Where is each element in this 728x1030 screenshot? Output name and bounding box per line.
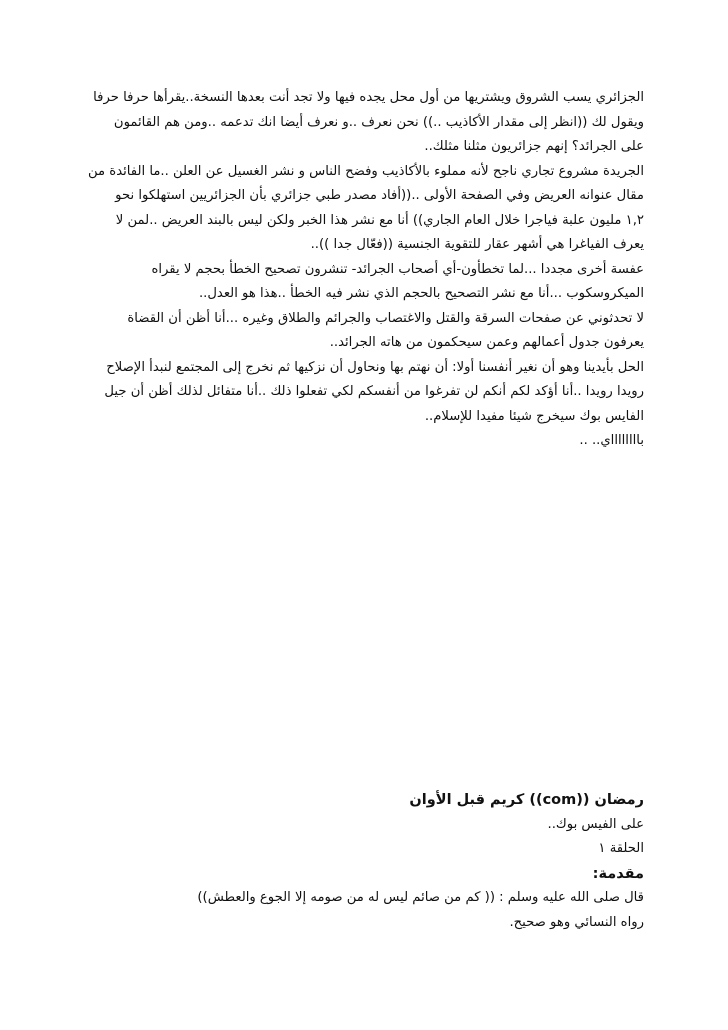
article-paragraph [84, 86, 644, 454]
text-line: الميكروسكوب ...أنا مع نشر التصحيح بالحجم الذي نشر فيه الخطأ ..هذا هو العدل.. [198, 286, 644, 301]
text-line: على الجرائد؟ إنهم جزائريون مثلنا مثلك.. [424, 139, 644, 154]
intro-heading: مقدمة: [592, 865, 644, 882]
text-line: الجريدة مشروع تجاري ناجح لأنه مملوء بالأكاذيب وفضح الناس و نشر الغسيل عن العلن ..ما الفائدة من [87, 163, 644, 179]
text-line: مقال عنوانه العريض وفي الصفحة الأولى ..((أفاد مصدر طبي جزائري بأن الجزائريين استهلكوا نحو [115, 188, 644, 203]
text-line: الفايس بوك سيخرج شيئا مفيدا للإسلام.. [424, 408, 644, 424]
text-line: ويقول لك ((انظر إلى مقدار الأكاذيب ..)) نحن نعرف ..و نعرف أيضا انك تدعمه ..ومن هم القائمون [113, 114, 644, 130]
text-line: بااااااااي.. .. [579, 433, 644, 448]
episode-label: الحلقة ١ [598, 841, 644, 856]
text-line: عفسة أخرى مجددا ...لما تخطأون-أي أصحاب الجرائد- تنشرون تصحيح الخطأ بحجم لا يقراه [151, 261, 644, 277]
text-line: لا تحدثوني عن صفحات السرقة والقتل والاغتصاب والجرائم والطلاق وغيره ...أنا أظن أن القضاة [127, 310, 644, 326]
ramadan-section [84, 788, 644, 935]
text-line: رويدا رويدا ..أنا أؤكد لكم أنكم لن تفرغوا من أنفسكم لكي تفعلوا ذلك ..أنا متفائل لذلك أظن أن جيل [104, 384, 644, 399]
text-line: يعرف الفياغرا هي أشهر عقار للتقوية الجنسية ((فعّال جدا )).. [310, 237, 644, 252]
text-line: الحل بأيدينا وهو أن نغير أنفسنا أولا: أن نهتم بها ونحاول أن نزكيها ثم نخرج إلى المجتمع لنبدأ الإصلاح [106, 359, 644, 375]
hadith-source: رواه النسائي وهو صحيح. [509, 914, 644, 930]
hadith-quote: قال صلى الله عليه وسلم : (( كم من صائم ليس له من صومه إلا الجوع والعطش)) [197, 890, 644, 905]
section-subtitle: على الفيس بوك.. [547, 816, 644, 832]
text-line: ١,٢ مليون علبة فياجرا خلال العام الجاري)) أنا مع نشر هذا الخبر ولكن ليس بالبند العريض ..لمن لا [115, 212, 644, 228]
section-title: رمضان ((com)) كريم قبل الأوان [409, 792, 644, 808]
text-line: يعرفون جدول أعمالهم وعمن سيحكمون من هاته الجرائد.. [329, 335, 644, 350]
text-line: الجزائري يسب الشروق ويشتريها من أول محل يجده فيها ولا تجد أنت بعدها النسخة..يقرأها حرفا حرفا [93, 90, 644, 105]
